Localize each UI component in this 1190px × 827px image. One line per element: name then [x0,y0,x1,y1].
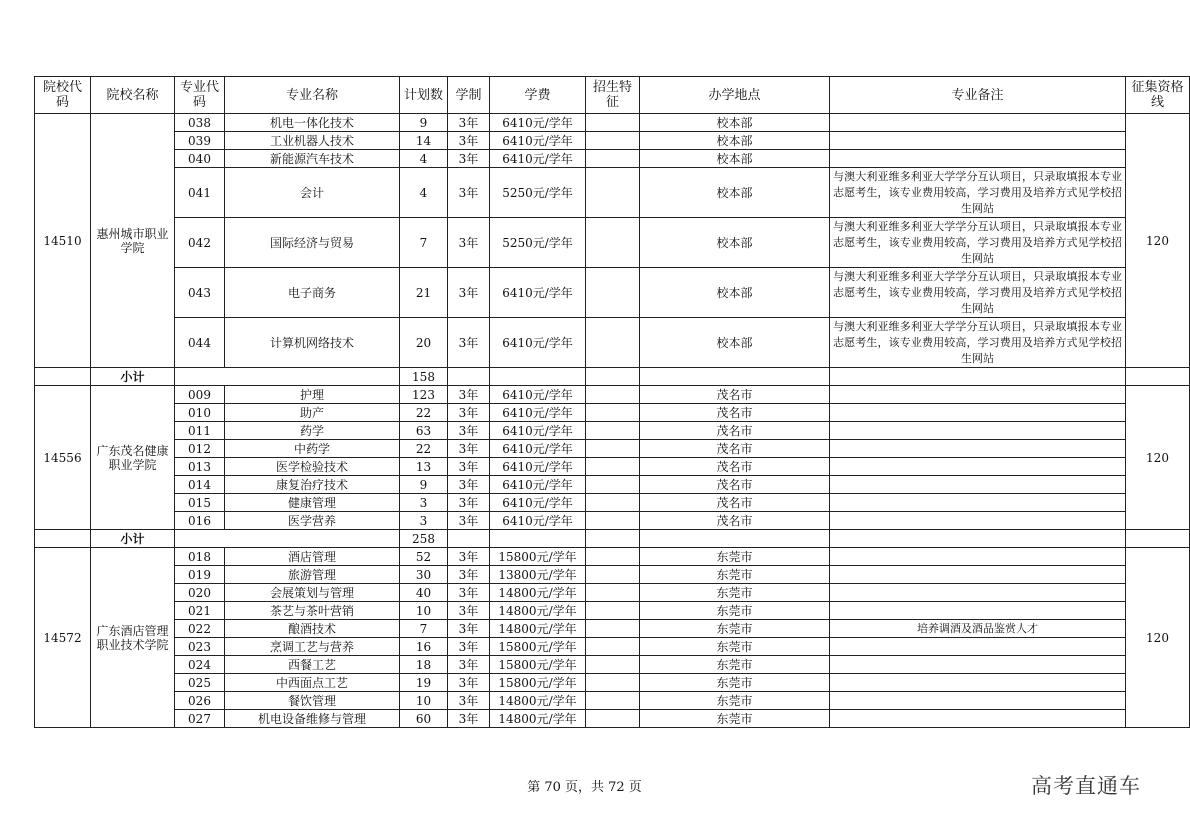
major-code: 012 [175,440,225,458]
plan-count: 18 [400,656,448,674]
school-location: 东莞市 [640,566,830,584]
cutoff-score: 120 [1126,386,1190,530]
school-location: 东莞市 [640,674,830,692]
header-cutoff: 征集资格线 [1126,77,1190,114]
school-location: 校本部 [640,114,830,132]
school-location: 茂名市 [640,404,830,422]
subtotal-blank [586,530,640,548]
tuition-fee: 14800元/学年 [490,602,586,620]
tuition-fee: 6410元/学年 [490,114,586,132]
major-name: 西餐工艺 [225,656,400,674]
table-row [35,476,1190,494]
study-length: 3年 [448,114,490,132]
major-remark [830,476,1126,494]
table-row [35,168,1190,218]
school-name: 广东茂名健康职业学院 [91,386,175,530]
subtotal-blank [35,530,91,548]
tuition-fee: 6410元/学年 [490,512,586,530]
subtotal-blank [448,368,490,386]
subtotal-blank [175,530,400,548]
admission-feature [586,566,640,584]
study-length: 3年 [448,268,490,318]
plan-count: 60 [400,710,448,728]
table-row [35,132,1190,150]
major-code: 011 [175,422,225,440]
tuition-fee: 13800元/学年 [490,566,586,584]
major-name: 中西面点工艺 [225,674,400,692]
header-location: 办学地点 [640,77,830,114]
admission-feature [586,132,640,150]
admission-feature [586,620,640,638]
major-name: 会展策划与管理 [225,584,400,602]
admission-feature [586,692,640,710]
study-length: 3年 [448,404,490,422]
major-name: 机电一体化技术 [225,114,400,132]
tuition-fee: 6410元/学年 [490,318,586,368]
tuition-fee: 15800元/学年 [490,674,586,692]
major-remark: 与澳大利亚维多利亚大学学分互认项目，只录取填报本专业志愿考生，该专业费用较高，学习费用及培养方式见学校招生网站 [830,218,1126,268]
school-name: 惠州城市职业学院 [91,114,175,368]
subtotal-blank [830,368,1126,386]
study-length: 3年 [448,476,490,494]
school-location: 东莞市 [640,656,830,674]
major-remark [830,710,1126,728]
admission-feature [586,318,640,368]
subtotal-blank [640,368,830,386]
major-name: 烹调工艺与营养 [225,638,400,656]
major-code: 019 [175,566,225,584]
header-major-code: 专业代码 [175,77,225,114]
subtotal-row [35,368,1190,386]
major-remark [830,458,1126,476]
tuition-fee: 5250元/学年 [490,218,586,268]
subtotal-blank [586,368,640,386]
tuition-fee: 6410元/学年 [490,476,586,494]
major-name: 酒店管理 [225,548,400,566]
major-code: 010 [175,404,225,422]
tuition-fee: 6410元/学年 [490,458,586,476]
major-remark: 与澳大利亚维多利亚大学学分互认项目，只录取填报本专业志愿考生，该专业费用较高，学习费用及培养方式见学校招生网站 [830,268,1126,318]
table-row [35,602,1190,620]
school-location: 东莞市 [640,638,830,656]
table-row [35,512,1190,530]
admission-feature [586,168,640,218]
major-name: 会计 [225,168,400,218]
major-name: 旅游管理 [225,566,400,584]
plan-count: 40 [400,584,448,602]
study-length: 3年 [448,318,490,368]
admission-feature [586,404,640,422]
school-location: 东莞市 [640,710,830,728]
cutoff-score: 120 [1126,548,1190,728]
header-major-name: 专业名称 [225,77,400,114]
plan-count: 3 [400,512,448,530]
subtotal-blank [490,368,586,386]
major-name: 电子商务 [225,268,400,318]
header-fee: 学费 [490,77,586,114]
subtotal-blank [448,530,490,548]
admission-feature [586,422,640,440]
plan-count: 52 [400,548,448,566]
major-code: 027 [175,710,225,728]
major-name: 中药学 [225,440,400,458]
table-row [35,638,1190,656]
header-row [35,77,1190,114]
study-length: 3年 [448,132,490,150]
study-length: 3年 [448,638,490,656]
admission-feature [586,440,640,458]
admission-feature [586,268,640,318]
major-remark [830,494,1126,512]
tuition-fee: 14800元/学年 [490,584,586,602]
major-code: 016 [175,512,225,530]
major-remark: 培养调酒及酒品鉴赏人才 [830,620,1126,638]
subtotal-blank [490,530,586,548]
table-row [35,692,1190,710]
school-location: 茂名市 [640,422,830,440]
watermark: 高考直通车 [1031,774,1141,798]
major-remark [830,602,1126,620]
header-feature: 招生特征 [586,77,640,114]
major-code: 024 [175,656,225,674]
admission-table [34,76,1190,728]
admission-feature [586,638,640,656]
table-row [35,584,1190,602]
school-location: 茂名市 [640,494,830,512]
study-length: 3年 [448,692,490,710]
subtotal-row [35,530,1190,548]
school-location: 茂名市 [640,386,830,404]
major-remark [830,132,1126,150]
table-row [35,566,1190,584]
admission-feature [586,584,640,602]
school-location: 东莞市 [640,620,830,638]
plan-count: 20 [400,318,448,368]
plan-count: 4 [400,150,448,168]
major-remark [830,638,1126,656]
major-remark [830,674,1126,692]
table-row [35,710,1190,728]
tuition-fee: 14800元/学年 [490,710,586,728]
major-remark [830,692,1126,710]
major-name: 康复治疗技术 [225,476,400,494]
major-name: 护理 [225,386,400,404]
header-length: 学制 [448,77,490,114]
major-name: 餐饮管理 [225,692,400,710]
admission-feature [586,656,640,674]
major-name: 工业机器人技术 [225,132,400,150]
table-row [35,620,1190,638]
tuition-fee: 6410元/学年 [490,440,586,458]
subtotal-blank [640,530,830,548]
major-code: 013 [175,458,225,476]
major-remark [830,566,1126,584]
major-code: 023 [175,638,225,656]
plan-count: 19 [400,674,448,692]
major-code: 014 [175,476,225,494]
tuition-fee: 6410元/学年 [490,268,586,318]
plan-count: 7 [400,218,448,268]
major-name: 国际经济与贸易 [225,218,400,268]
major-code: 025 [175,674,225,692]
school-location: 茂名市 [640,458,830,476]
tuition-fee: 15800元/学年 [490,656,586,674]
major-name: 助产 [225,404,400,422]
table-row [35,218,1190,268]
major-remark [830,404,1126,422]
major-code: 018 [175,548,225,566]
study-length: 3年 [448,218,490,268]
school-location: 茂名市 [640,440,830,458]
plan-count: 63 [400,422,448,440]
plan-count: 22 [400,404,448,422]
table-row [35,656,1190,674]
table-row [35,440,1190,458]
tuition-fee: 5250元/学年 [490,168,586,218]
table-row [35,422,1190,440]
school-code: 14510 [35,114,91,368]
study-length: 3年 [448,440,490,458]
school-location: 茂名市 [640,476,830,494]
header-school-code: 院校代码 [35,77,91,114]
major-code: 042 [175,218,225,268]
table-row [35,494,1190,512]
study-length: 3年 [448,168,490,218]
major-name: 酿酒技术 [225,620,400,638]
subtotal-label: 小计 [91,530,175,548]
subtotal-blank [1126,368,1190,386]
major-code: 020 [175,584,225,602]
admission-feature [586,602,640,620]
table-row [35,674,1190,692]
study-length: 3年 [448,584,490,602]
table-row [35,114,1190,132]
study-length: 3年 [448,674,490,692]
subtotal-value: 258 [400,530,448,548]
study-length: 3年 [448,710,490,728]
subtotal-value: 158 [400,368,448,386]
tuition-fee: 6410元/学年 [490,150,586,168]
tuition-fee: 6410元/学年 [490,386,586,404]
header-remark: 专业备注 [830,77,1126,114]
table-row [35,318,1190,368]
major-code: 040 [175,150,225,168]
table-row [35,548,1190,566]
major-code: 026 [175,692,225,710]
major-name: 新能源汽车技术 [225,150,400,168]
plan-count: 7 [400,620,448,638]
study-length: 3年 [448,494,490,512]
school-location: 茂名市 [640,512,830,530]
major-code: 039 [175,132,225,150]
school-location: 校本部 [640,132,830,150]
study-length: 3年 [448,422,490,440]
major-code: 043 [175,268,225,318]
plan-count: 10 [400,602,448,620]
major-remark [830,440,1126,458]
tuition-fee: 15800元/学年 [490,548,586,566]
table-row [35,150,1190,168]
major-remark [830,386,1126,404]
tuition-fee: 6410元/学年 [490,494,586,512]
study-length: 3年 [448,548,490,566]
major-name: 茶艺与茶叶营销 [225,602,400,620]
admission-feature [586,386,640,404]
plan-count: 10 [400,692,448,710]
major-remark [830,422,1126,440]
study-length: 3年 [448,602,490,620]
plan-count: 21 [400,268,448,318]
header-school-name: 院校名称 [91,77,175,114]
plan-count: 9 [400,114,448,132]
header-plan: 计划数 [400,77,448,114]
table-body [35,114,1190,728]
table-row [35,268,1190,318]
major-remark [830,114,1126,132]
plan-count: 13 [400,458,448,476]
school-location: 东莞市 [640,692,830,710]
admission-feature [586,548,640,566]
admission-feature [586,114,640,132]
study-length: 3年 [448,566,490,584]
tuition-fee: 6410元/学年 [490,404,586,422]
major-name: 药学 [225,422,400,440]
school-location: 校本部 [640,168,830,218]
major-code: 009 [175,386,225,404]
study-length: 3年 [448,512,490,530]
major-name: 医学检验技术 [225,458,400,476]
study-length: 3年 [448,620,490,638]
plan-count: 22 [400,440,448,458]
major-code: 021 [175,602,225,620]
major-code: 015 [175,494,225,512]
table-row [35,404,1190,422]
school-location: 校本部 [640,268,830,318]
cutoff-score: 120 [1126,114,1190,368]
page-footer: 第 70 页，共 72 页 [527,780,642,795]
admission-feature [586,150,640,168]
plan-count: 16 [400,638,448,656]
school-location: 校本部 [640,318,830,368]
major-remark [830,512,1126,530]
table-row [35,458,1190,476]
plan-count: 3 [400,494,448,512]
school-code: 14556 [35,386,91,530]
admission-feature [586,476,640,494]
admission-feature [586,674,640,692]
major-name: 健康管理 [225,494,400,512]
admission-feature [586,512,640,530]
subtotal-label: 小计 [91,368,175,386]
study-length: 3年 [448,386,490,404]
school-name: 广东酒店管理职业技术学院 [91,548,175,728]
plan-count: 14 [400,132,448,150]
tuition-fee: 15800元/学年 [490,638,586,656]
admission-feature [586,710,640,728]
school-location: 东莞市 [640,584,830,602]
subtotal-blank [1126,530,1190,548]
major-remark [830,150,1126,168]
tuition-fee: 6410元/学年 [490,132,586,150]
major-code: 044 [175,318,225,368]
study-length: 3年 [448,150,490,168]
subtotal-blank [35,368,91,386]
plan-count: 123 [400,386,448,404]
major-remark [830,548,1126,566]
plan-count: 9 [400,476,448,494]
school-location: 校本部 [640,218,830,268]
major-name: 机电设备维修与管理 [225,710,400,728]
major-name: 计算机网络技术 [225,318,400,368]
table-row [35,386,1190,404]
major-remark [830,656,1126,674]
major-name: 医学营养 [225,512,400,530]
plan-count: 30 [400,566,448,584]
school-location: 东莞市 [640,602,830,620]
admission-feature [586,494,640,512]
major-remark: 与澳大利亚维多利亚大学学分互认项目，只录取填报本专业志愿考生，该专业费用较高，学习费用及培养方式见学校招生网站 [830,318,1126,368]
plan-count: 4 [400,168,448,218]
admission-feature [586,218,640,268]
major-code: 041 [175,168,225,218]
subtotal-blank [830,530,1126,548]
tuition-fee: 14800元/学年 [490,692,586,710]
major-code: 022 [175,620,225,638]
tuition-fee: 6410元/学年 [490,422,586,440]
subtotal-blank [175,368,400,386]
study-length: 3年 [448,656,490,674]
study-length: 3年 [448,458,490,476]
tuition-fee: 14800元/学年 [490,620,586,638]
major-remark: 与澳大利亚维多利亚大学学分互认项目，只录取填报本专业志愿考生，该专业费用较高，学习费用及培养方式见学校招生网站 [830,168,1126,218]
admission-feature [586,458,640,476]
school-code: 14572 [35,548,91,728]
school-location: 东莞市 [640,548,830,566]
major-remark [830,584,1126,602]
major-code: 038 [175,114,225,132]
school-location: 校本部 [640,150,830,168]
